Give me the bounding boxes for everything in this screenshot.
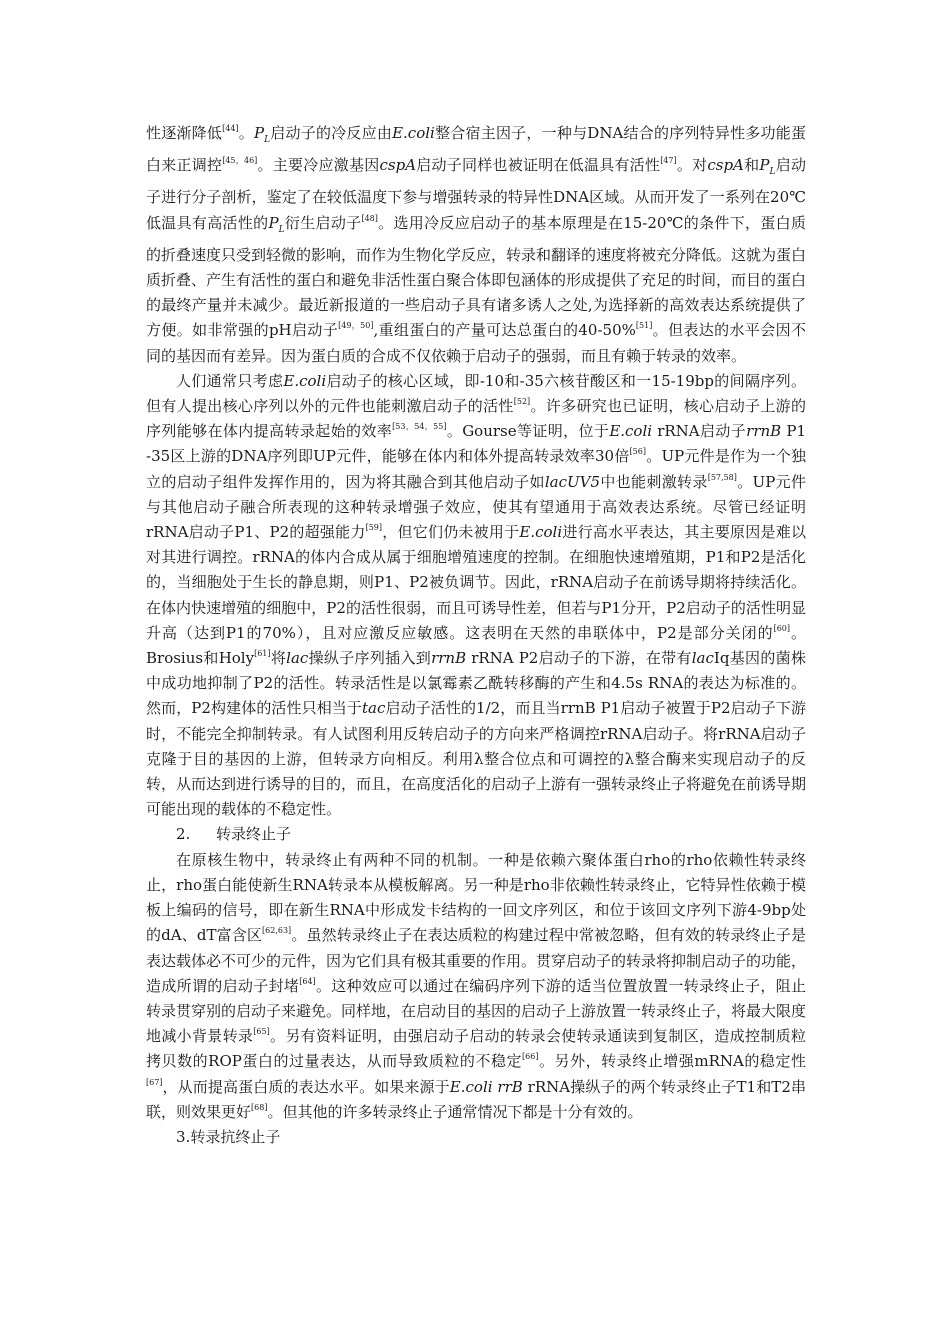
section-heading-antiterminator (146, 1125, 806, 1150)
section-number: 3. (176, 1127, 191, 1146)
paragraph-terminators: 在原核生物中，转录终止有两种不同的机制。一种是依赖六聚体蛋白rho的rho依赖性转录终止，rho蛋白能使新生RNA转录本从模板解离。另一种是rho非依赖性转录终止，它特异性依赖于模板上编码的信号，即在新生RNA中形成发卡结构的一回文序列区，和位于该回文序列下游4-9bp处的dA、dT富含区[62,63]。虽然转录终止子在表达质粒的构建过程中常被忽略，但有效的转录终止子是表达载体必不可少的元件，因为它们具有极其重要的作用。贯穿启动子的转录将抑制启动子的功能，造成所谓的启动子封堵[64]。这种效应可以通过在编码序列下游的适当位置放置一转录终止子，阻止转录贯穿别的启动子来避免。同样地，在启动目的基因的启动子上游放置一转录终止子，将最大限度地减小背景转录[65]。另有资料证明，由强启动子启动的转录会使转录通读到复制区，造成控制质粒拷贝数的ROP蛋白的过量表达，从而导致质粒的不稳定[66]。另外，转录终止增强mRNA的稳定性[67]，从而提高蛋白质的表达水平。如果来源于E.coli rrB rRNA操纵子的两个转录终止子T1和T2串联，则效果更好[68]。但其他的许多转录终止子通常情况下都是十分有效的。 (146, 850, 807, 1121)
section-number: 2. (176, 825, 191, 844)
paragraph-cold-promoters: 性逐渐降低[44]。$P_L$启动子的冷反应由E.coli整合宿主因子，一种与DNA结合的序列特异性多功能蛋白来正调控[45，46]。主要冷应激基因cspA启动子同样也被证明在低温具有活性[47]。对cspA和$P_L$启动子进行分子剖析，鉴定了在较低温度下参与增强转录的特异性DNA区域。从而开发了一系列在20℃低温具有高活性的$P_L$衍生启动子[48]。选用冷反应启动子的基本原理是在15-20℃的条件下，蛋白质的折叠速度只受到轻微的影响，而作为生物化学反应，转录和翻译的速度将被充分降低。这就为蛋白质折叠、产生有活性的蛋白和避免非活性蛋白聚合体即包涵体的形成提供了充足的时间，而目的蛋白的最终产量并未减少。最近新报道的一些启动子具有诸多诱人之处,为选择新的高效表达系统提供了方便。如非常强的pH启动子[49，50],重组蛋白的产量可达总蛋白的40-50%[51]。但表达的水平会因不同的基因而有差异。因为蛋白质的合成不仅依赖于启动子的强弱，而且有赖于转录的效率。 (146, 124, 807, 365)
document-page (146, 121, 806, 1150)
section-title: 转录终止子 (216, 825, 292, 844)
section-title: 转录抗终止子 (190, 1127, 281, 1146)
paragraph-core-promoter: 人们通常只考虑E.coli启动子的核心区域，即-10和-35六核苷酸区和一15-19bp的间隔序列。但有人提出核心序列以外的元件也能刺激启动子的活性[52]。许多研究也已证明，核心启动子上游的序列能够在体内提高转录起始的效率[53，54，55]。Gourse等证明，位于E.coli rRNA启动子rrnB P1 -35区上游的DNA序列即UP元件，能够在体内和体外提高转录效率30倍[56]。UP元件是作为一个独立的启动子组件发挥作用的，因为将其融合到其他启动子如lacUV5中也能刺激转录[57,58]。UP元件与其他启动子融合所表现的这种转录增强子效应，使其有望通用于高效表达系统。尽管已经证明rRNA启动子P1、P2的超强能力[59]，但它们仍未被用于E.coli进行高水平表达，其主要原因是难以对其进行调控。rRNA的体内合成从属于细胞增殖速度的控制。在细胞快速增殖期，P1和P2是活化的，当细胞处于生长的静息期，则P1、P2被负调节。因此，rRNA启动子在前诱导期将持续活化。在体内快速增殖的细胞中，P2的活性很弱，而且可诱导性差，但若与P1分开，P2启动子的活性明显升高（达到P1的70%），且对应激反应敏感。这表明在天然的串联体中，P2是部分关闭的[60]。Brosius和Holy[61]将lac操纵子序列插入到rrnB rRNA P2启动子的下游，在带有lacIq基因的菌株中成功地抑制了P2的活性。转录活性是以氯霉素乙酰转移酶的产生和4.5s RNA的表达为标准的。然而，P2构建体的活性只相当于tac启动子活性的1/2，而且当rrnB P1启动子被置于P2启动子下游时，不能完全抑制转录。有人试图利用反转启动子的方向来严格调控rRNA启动子。将rRNA启动子克隆于目的基因的上游，但转录方向相反。利用λ整合位点和可调控的λ整合酶来实现启动子的反转，从而达到进行诱导的目的，而且，在高度活化的启动子上游有一强转录终止子将避免在前诱导期可能出现的载体的不稳定性。 (146, 371, 807, 819)
section-heading-terminator (146, 822, 806, 847)
